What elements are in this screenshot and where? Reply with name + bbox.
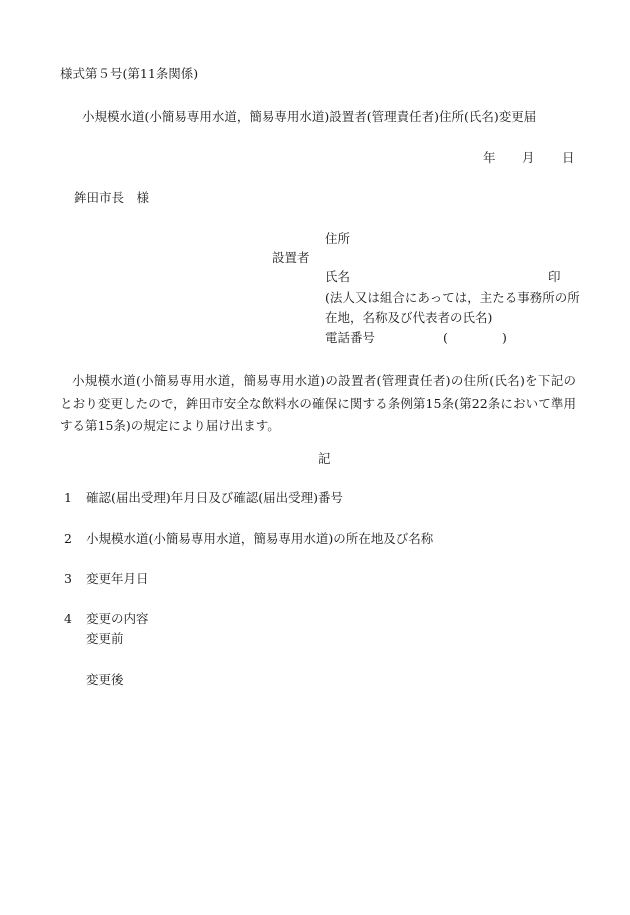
date-year: 年 xyxy=(483,150,496,165)
address-label: 住所 xyxy=(325,231,351,246)
phone-paren-open: ( xyxy=(443,330,448,345)
form-number: 様式第５号(第11条関係) xyxy=(60,66,199,81)
item-label: 小規模水道(小簡易専用水道，簡易専用水道)の所在地及び名称 xyxy=(86,531,434,546)
item-number: 1 xyxy=(64,490,72,505)
item-label: 変更の内容 xyxy=(86,611,149,626)
seal-mark: 印 xyxy=(548,269,561,284)
body-paragraph: 小規模水道(小簡易専用水道，簡易専用水道)の設置者(管理責任者)の住所(氏名)を下記のとおり変更したので，鉾田市安全な飲料水の確保に関する条例第15条(第22条において準用する第15条)の規定により届け出ます。 xyxy=(60,373,576,433)
item-number: 4 xyxy=(64,611,72,626)
item-label: 確認(届出受理)年月日及び確認(届出受理)番号 xyxy=(86,490,344,505)
ki-heading: 記 xyxy=(318,451,331,466)
item-number: 2 xyxy=(64,531,72,546)
item-number: 3 xyxy=(64,571,72,586)
date-day: 日 xyxy=(562,150,575,165)
applicant-role-label: 設置者 xyxy=(272,250,310,265)
item-label: 変更年月日 xyxy=(86,571,149,586)
date-month: 月 xyxy=(522,150,535,165)
corporate-note-line1: (法人又は組合にあっては，主たる事務所の所 xyxy=(325,290,580,305)
addressee: 鉾田市長 様 xyxy=(74,190,150,205)
document-title: 小規模水道(小簡易専用水道，簡易専用水道)設置者(管理責任者)住所(氏名)変更届 xyxy=(82,109,537,124)
name-label: 氏名 xyxy=(325,269,351,284)
change-after-label: 変更後 xyxy=(86,672,124,687)
corporate-note-line2: 在地，名称及び代表者の氏名) xyxy=(325,310,493,325)
phone-label: 電話番号 xyxy=(325,330,376,345)
change-before-label: 変更前 xyxy=(86,631,124,646)
phone-paren-close: ) xyxy=(502,330,507,345)
